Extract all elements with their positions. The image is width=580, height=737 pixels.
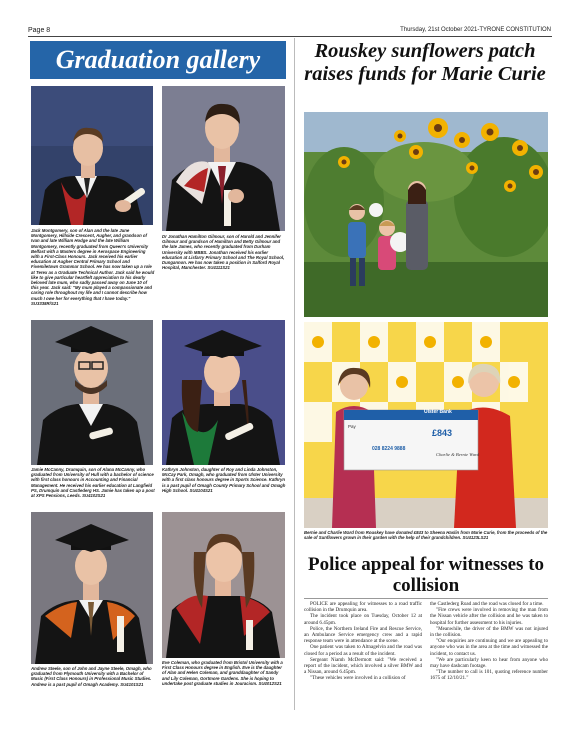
- article-paragraph: Police, the Northern Ireland Fire and Rescue Service, an Ambulance Service emergency crew and a rapid response team were in attendance at the scene.: [304, 625, 422, 645]
- photo-jonathan-gilmour: [162, 86, 285, 231]
- column-divider: [294, 38, 295, 710]
- caption-sunflower-donation: Bernie and Charlie Ward from Rouskey have donated £843 to Sheena Haslin from Marie Curie, from the proceeds of the sale of Sunflowers grown in their garden with the help of their grandchildren. SU4123LS21: [304, 530, 548, 541]
- photo-cheque-presentation: [304, 322, 548, 528]
- photo-eve-coleman: [162, 512, 285, 658]
- article-paragraph: "Meanwhile, the driver of the BMW was not injured in the collision.: [430, 625, 548, 639]
- caption-jamie-mccanny: Jamie McCanny, Drumquin, son of Alana McCanny, who graduated from University of Hull with a bachelor of science with first class honours in Accounting and Financial Management. He received his earlier education at Langfield PS, Drumquin and Castlederg HS. Jamie has taken up a post at XPS Pensions, Leeds. SU4102S21: [31, 467, 155, 499]
- police-article-column-2: [430, 601, 548, 682]
- sunflower-headline: Rouskey sunflowers patch raises funds for Marie Curie: [304, 40, 546, 85]
- cheque-bank-name: Ulster Bank: [424, 409, 452, 415]
- photo-sunflower-field: [304, 112, 548, 317]
- article-paragraph: "Fire crews were involved in removing the man from the Nissan vehicle after the collision and he was taken to hospital for further assessment to his injuries.: [430, 607, 548, 626]
- article-paragraph: "We are particularly keen to hear from anyone who may have dashcam footage.: [430, 656, 548, 670]
- page-number: Page 8: [28, 27, 51, 34]
- police-headline-rule: [304, 598, 548, 599]
- photo-jamie-mccanny: [31, 320, 153, 465]
- article-paragraph: the Castlederg Road and the road was closed for a time.: [430, 601, 544, 607]
- article-paragraph: "The number to call is 101, quoting reference number 1675 of 12/10/21.": [430, 669, 548, 682]
- article-paragraph: "These vehicles were involved in a collision of: [310, 675, 406, 682]
- caption-jonathan-gilmour: Dr Jonathan Hamilton Gilmour, son of Harold and Jennifer Gilmour and grandson of Hamilton and Betty Gilmour and the late James, who recently graduated from Durham University with MBBS. Jonathan received his earlier education at Lisfarry Primary School and The Royal School, Dungannon. He has now taken a position in Salford Royal Hospital, Manchester. SU4111S21: [162, 234, 285, 271]
- issue-date-line: Thursday, 21st October 2021-TYRONE CONSTITUTION: [400, 27, 551, 33]
- cheque-phone-number: 028 8224 9888: [372, 446, 406, 452]
- header-rule: [28, 36, 552, 37]
- article-paragraph: "Our enquiries are continuing and we are appealing to anyone who was in the area at the time and witnessed the incident, to contact us.: [430, 638, 548, 657]
- article-paragraph: Sergeant Niamh McDermott said: "We received a report of the incident, which involved a silver BMW and a Nissan, around 6.45pm.: [304, 656, 422, 676]
- caption-andrew-steele: Andrew Steele, son of John and Jayne Steele, Omagh, who graduated from Plymouth University with a Bachelor of Music (First Class Honours) in Professional Music Studies. Andrew is a past pupil of Omagh Academy. SU4101S21: [31, 666, 152, 687]
- cheque-signature: Charlie & Bernie Ward: [436, 452, 479, 457]
- article-paragraph: One patient was taken to Altnagelvin and the road was closed for a period as a result of the incident.: [304, 644, 422, 657]
- caption-jack-montgomery: Jack Montgomery, son of Alan and the late June Montgomery, Hillside Crescent, Augher, and grandson of Ivan and late William Hodge and the late William Montgomery, recently graduated from Queen's University Belfast with a Masters degree in Aerospace Engineering with a First-Class Honours. Jack received his earlier education at Augher Central Primary School and Fivemiletown Grammar School. He has now taken up a role at Terex as a Graduate Technical Author. Jack said he would like to give particular heartfelt appreciation to his dearly beloved late mum, who sadly passed away on June 10 of this year. Jack said: "My mum played a compassionate and caring role throughout my life and I cannot describe how much I owe her for everything that I have today." SU3338R/S21: [31, 228, 155, 306]
- cheque-amount: £843: [432, 428, 453, 438]
- article-paragraph: The incident took place on Tuesday, October 12 at around 6.45pm.: [304, 613, 422, 626]
- gallery-banner: Graduation gallery: [30, 41, 286, 79]
- caption-eve-coleman: Eve Coleman, who graduated from Bristol University with a First Class Honours degree in English. Eve is the daughter of Alan and Helen Coleman, and granddaughter of Sandy and Lily Coleman, Gortmore Gardens. She is hoping to undertake post graduate studies in Jouracism. SU4012S21: [162, 660, 283, 686]
- police-article-column-1: [304, 601, 422, 682]
- photo-andrew-steele: [31, 512, 153, 664]
- photo-jack-montgomery: [31, 86, 153, 225]
- caption-kathryn-johnston: Kathryn Johnston, daughter of Roy and Linda Johnston, McCay Park, Omagh, who graduated from Ulster University with a first class honours degree in Sports Science. Kathryn is a past pupil of Omagh County Primary School and Omagh High School. SU4104S21: [162, 467, 286, 493]
- cheque-pay-label: Pay: [348, 424, 356, 429]
- article-paragraph: POLICE are appealing for witnesses to a road traffic collision in the Drumquin area.: [304, 601, 422, 614]
- police-appeal-headline: Police appeal for witnesses to collision: [307, 554, 545, 596]
- photo-kathryn-johnston: [162, 320, 285, 465]
